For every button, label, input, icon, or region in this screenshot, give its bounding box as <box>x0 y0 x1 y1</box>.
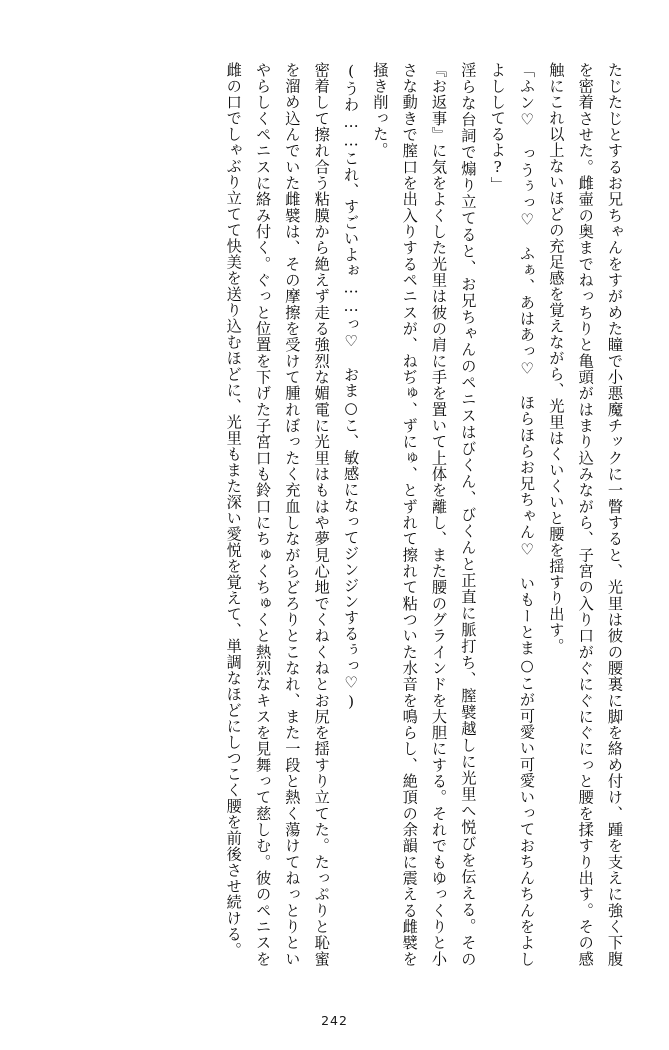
paragraph: 淫らな台詞で煽り立てると、お兄ちゃんのペニスはびくん、びくんと正直に脈打ち、膣襞越しに光里へ悦びを伝える。その『お返事』に気をよくした光里は彼の肩に手を置いて上体を離し、また腰のグラインドを大胆にする。それでもゆっくりと小さな動きで膣口を出入りするペニスが、ねぢゅ、ずにゅ、とずれて擦れて粘ついた水音を鳴らし、絶頂の余韻に震える雌襞を掻き削った。 <box>371 62 478 967</box>
body-text <box>44 62 629 967</box>
paragraph: たじたじとするお兄ちゃんをすがめた瞳で小悪魔チックに一瞥すると、光里は彼の腰裏に脚を絡め付け、踵を支えに強く下腹を密着させた。雌壷の奥までねっちりと亀頭がはまり込みながら、子宮の入り口がぐにぐにぐにっと腰を揉すり出す。その感触にこれ以上ないほどの充足感を覚えながら、光里はくいくいと腰を揺すり出す。 <box>547 62 624 967</box>
paragraph: 「ふン♡ っうぅっ♡ ふぁ、あはあっ♡ ほらほらお兄ちゃん♡ いもーとま○こが可愛い可愛いっておちんちんをよしよししてるよ?」 <box>488 62 537 967</box>
page-number: 242 <box>321 1013 348 1028</box>
paragraph: 密着して擦れ合う粘膜から絶えず走る強烈な媚電に光里はもはや夢見心地でくねくねとお尻を揺すり立てた。たっぷりと恥蜜を溜め込んでいた雌襞は、その摩擦を受けて腫れぼったく充血しながらどろりとこなれ、また一段と熱く蕩けてねっとりといやらしくペニスに絡み付く。ぐっと位置を下げた子宮口も鈴口にちゅくちゅくと熱烈なキスを見舞って慈しむ。彼のペニスを雌の口でしゃぶり立てて快美を送り込むほどに、光里もまた深い愛悦を覚えて、単調なほどにしつこく腰を前後させ続ける。 <box>224 62 331 967</box>
paragraph: (うわ……これ、すごいよぉ……っ♡ おま○こ、敏感になってジンジンするぅっ♡) <box>342 62 361 712</box>
